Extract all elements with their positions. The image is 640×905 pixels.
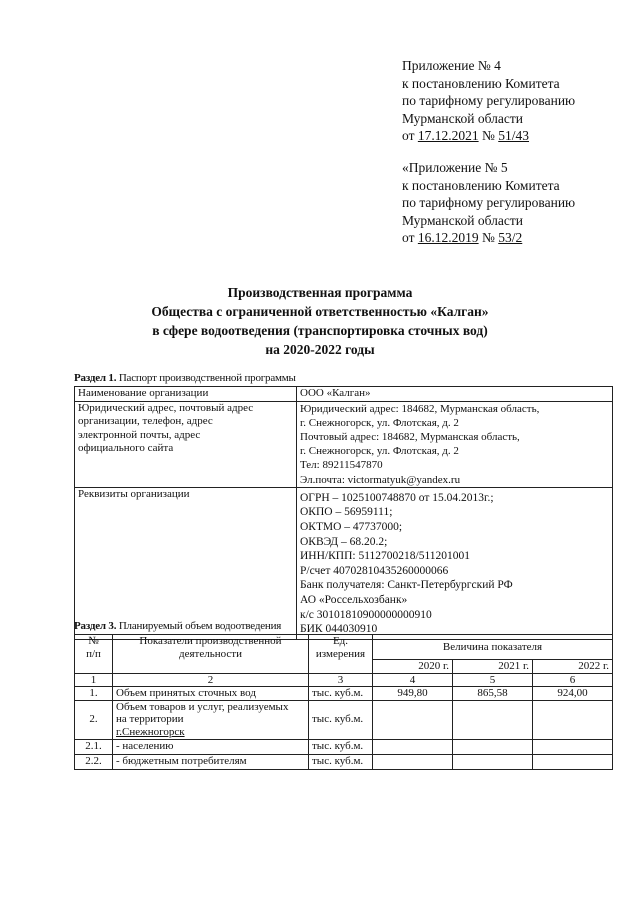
section3-heading: Раздел 3. Планируемый объем водоотведения [74, 620, 282, 632]
header-year-2021: 2021 г. [453, 660, 533, 674]
header-year-2022: 2022 г. [533, 660, 613, 674]
table-row [75, 687, 613, 701]
table-row [75, 387, 613, 402]
appendix-current-line3: по тарифному регулированию [402, 93, 576, 109]
title-line2: Общества с ограниченной ответственностью «Калган» [151, 304, 489, 319]
appendix-current-line4: Мурманской области [402, 110, 523, 126]
appendix-current-date: 17.12.2021 [417, 128, 479, 144]
title-line4: на 2020-2022 годы [265, 342, 375, 357]
appendix-current-block [402, 57, 575, 145]
col-number: 6 [533, 673, 613, 687]
row-indicator: - населению [113, 739, 309, 754]
col-number: 1 [75, 673, 113, 687]
table-row [75, 739, 613, 754]
table-header-row [75, 635, 613, 660]
header-year-2020: 2020 г. [373, 660, 453, 674]
col-number: 3 [309, 673, 373, 687]
appendix-current-line1: Приложение № 4 [402, 58, 501, 73]
title-line1: Производственная программа [227, 285, 413, 300]
org-name-value: ООО «Калган» [297, 387, 613, 402]
table-row [75, 700, 613, 739]
header-indicator: Показатели производственной деятельности [113, 635, 309, 674]
title-line3: в сфере водоотведения (транспортировка сточных вод) [152, 323, 488, 338]
appendix-original-line1: «Приложение № 5 [402, 160, 508, 175]
value-2022 [533, 739, 613, 754]
requisites-label: Реквизиты организации [75, 487, 297, 639]
table-row [75, 754, 613, 769]
row-indicator: - бюджетным потребителям [113, 754, 309, 769]
appendix-original-line4: Мурманской области [402, 212, 523, 228]
appendix-original-line2: к постановлению Комитета [402, 177, 560, 193]
value-2021: 865,58 [453, 687, 533, 701]
appendix-original-block [402, 159, 575, 247]
appendix-original-date: 16.12.2019 [417, 230, 479, 246]
contacts-label: Юридический адрес, почтовый адрес организации, телефон, адрес электронной почты, адрес официального сайта [75, 401, 297, 487]
value-2022 [533, 754, 613, 769]
header-unit: Ед. измерения [309, 635, 373, 674]
appendix-original-line3: по тарифному регулированию [402, 195, 576, 211]
value-2021 [453, 700, 533, 739]
row-unit: тыс. куб.м. [309, 687, 373, 701]
header-value: Величина показателя [373, 635, 613, 660]
value-2021 [453, 754, 533, 769]
value-2022 [533, 700, 613, 739]
value-2020 [373, 754, 453, 769]
row-unit: тыс. куб.м. [309, 739, 373, 754]
row-num: 1. [75, 687, 113, 701]
appendix-current-line2: к постановлению Комитета [402, 75, 560, 91]
col-number: 2 [113, 673, 309, 687]
value-2021 [453, 739, 533, 754]
row-unit: тыс. куб.м. [309, 754, 373, 769]
value-2020 [373, 700, 453, 739]
appendix-current-date-line: от 17.12.2021 № 51/43 [402, 128, 530, 144]
section1-heading: Раздел 1. Паспорт производственной программы [74, 372, 296, 384]
contacts-value: Юридический адрес: 184682, Мурманская область, г. Снежногорск, ул. Флотская, д. 2 Почтовый адрес: 184682, Мурманская область, г. Снежногорск, ул. Флотская, д. 2 Тел: 89211547870 Эл.почта: victormatyuk@yandex.ru [297, 401, 613, 487]
row-unit: тыс. куб.м. [309, 700, 373, 739]
requisites-value: ОГРН – 1025100748870 от 15.04.2013г.; ОКПО – 56959111; ОКТМО – 47737000; ОКВЭД – 68.20.2; ИНН/КПП: 5112700218/511201001 Р/счет 40702810435260000066 Банк получателя: Санкт-Петербургский РФ АО «Россельхозбанк» к/с 30101810900000000910 БИК 044030910 [297, 487, 613, 639]
column-number-row [75, 673, 613, 687]
plan-table [74, 634, 613, 770]
table-row [75, 401, 613, 487]
value-2020: 949,80 [373, 687, 453, 701]
document-title [0, 283, 640, 359]
row-num: 2.1. [75, 739, 113, 754]
row-indicator: Объем товаров и услуг, реализуемых на территории г.Снежногорск [113, 700, 309, 739]
appendix-current-number: 51/43 [498, 128, 530, 144]
org-name-label: Наименование организации [75, 387, 297, 402]
table-row [75, 487, 613, 639]
value-2020 [373, 739, 453, 754]
col-number: 4 [373, 673, 453, 687]
passport-table [74, 386, 613, 640]
appendix-original-date-line: от 16.12.2019 № 53/2 [402, 230, 523, 246]
row-num: 2. [75, 700, 113, 739]
value-2022: 924,00 [533, 687, 613, 701]
row-indicator: Объем принятых сточных вод [113, 687, 309, 701]
header-num: № п/п [75, 635, 113, 674]
appendix-original-number: 53/2 [498, 230, 523, 246]
row-num: 2.2. [75, 754, 113, 769]
col-number: 5 [453, 673, 533, 687]
